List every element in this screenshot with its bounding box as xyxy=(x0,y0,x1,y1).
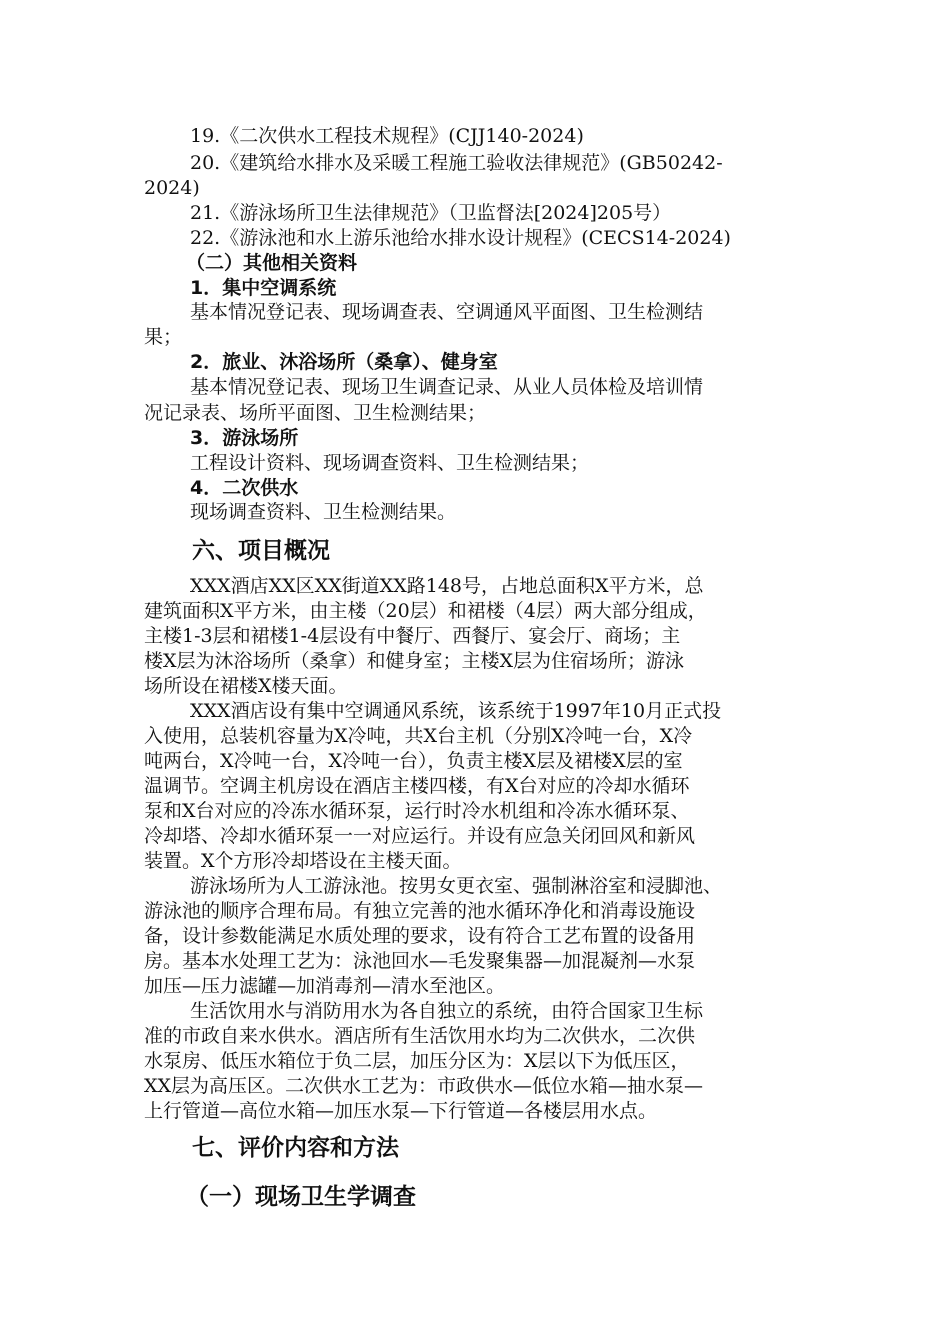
paragraph-line: XX层为高压区。二次供水工艺为：市政供水—低位水箱—抽水泵— xyxy=(144,1075,704,1097)
paragraph-line: 工程设计资料、现场调查资料、卫生检测结果； xyxy=(190,452,590,474)
paragraph-line: 备，设计参数能满足水质处理的要求，设有符合工艺布置的设备用 xyxy=(144,925,696,947)
paragraph-line: XXX酒店XX区XX街道XX路148号，占地总面积X平方米，总 xyxy=(190,575,704,597)
section-heading-project-overview: 六、项目概况 xyxy=(192,538,330,564)
section-heading-other-materials: （二）其他相关资料 xyxy=(186,252,358,274)
paragraph-line: 冷却塔、冷却水循环泵一一对应运行。并设有应急关闭回风和新风 xyxy=(144,825,696,847)
paragraph-line: 主楼1-3层和裙楼1-4层设有中餐厅、西餐厅、宴会厅、商场；主 xyxy=(144,625,681,647)
paragraph-line: 果； xyxy=(144,326,183,348)
paragraph-line: 加压—压力滤罐—加消毒剂—清水至池区。 xyxy=(144,975,506,997)
section-heading-evaluation: 七、评价内容和方法 xyxy=(192,1135,399,1161)
reference-item: 22.《游泳池和水上游乐池给水排水设计规程》(CECS14-2024) xyxy=(190,227,731,249)
paragraph-line: 温调节。空调主机房设在酒店主楼四楼，有X台对应的冷却水循环 xyxy=(144,775,690,797)
paragraph-line: 游泳场所为人工游泳池。按男女更衣室、强制淋浴室和浸脚池、 xyxy=(190,875,723,897)
paragraph-line: 场所设在裙楼X楼天面。 xyxy=(144,675,348,697)
paragraph-line: 基本情况登记表、现场调查表、空调通风平面图、卫生检测结 xyxy=(190,301,704,323)
paragraph-line: 楼X层为沐浴场所（桑拿）和健身室；主楼X层为住宿场所；游泳 xyxy=(144,650,685,672)
paragraph-line: 基本情况登记表、现场卫生调查记录、从业人员体检及培训情 xyxy=(190,376,704,398)
paragraph-line: 况记录表、场所平面图、卫生检测结果； xyxy=(144,402,487,424)
subheading-central-ac: 1．集中空调系统 xyxy=(190,277,337,299)
subsection-heading-site-survey: （一）现场卫生学调查 xyxy=(186,1184,416,1210)
paragraph-line: 房。基本水处理工艺为：泳池回水—毛发聚集器—加混凝剂—水泵 xyxy=(144,950,696,972)
paragraph-line: 上行管道—高位水箱—加压水泵—下行管道—各楼层用水点。 xyxy=(144,1100,658,1122)
paragraph-line: 现场调查资料、卫生检测结果。 xyxy=(190,501,457,523)
paragraph-line: 建筑面积X平方米，由主楼（20层）和裙楼（4层）两大部分组成， xyxy=(144,600,707,622)
paragraph-line: 装置。X个方形冷却塔设在主楼天面。 xyxy=(144,850,462,872)
paragraph-line: 入使用，总装机容量为X冷吨，共X台主机（分别X冷吨一台，X冷 xyxy=(144,725,693,747)
paragraph-line: 水泵房、低压水箱位于负二层，加压分区为：X层以下为低压区， xyxy=(144,1050,690,1072)
reference-item: 21.《游泳场所卫生法律规范》（卫监督法[2024]205号） xyxy=(190,202,672,224)
paragraph-line: 生活饮用水与消防用水为各自独立的系统，由符合国家卫生标 xyxy=(190,1000,704,1022)
paragraph-line: 游泳池的顺序合理布局。有独立完善的池水循环净化和消毒设施设 xyxy=(144,900,696,922)
subheading-secondary-water: 4．二次供水 xyxy=(190,477,299,499)
reference-item: 20.《建筑给水排水及采暖工程施工验收法律规范》(GB50242- xyxy=(190,152,723,174)
subheading-hotel-sauna-gym: 2．旅业、沐浴场所（桑拿）、健身室 xyxy=(190,351,498,373)
paragraph-line: 吨两台，X冷吨一台，X冷吨一台），负责主楼X层及裙楼X层的室 xyxy=(144,750,683,772)
subheading-swimming: 3．游泳场所 xyxy=(190,427,299,449)
reference-item-continuation: 2024) xyxy=(144,177,200,199)
reference-item: 19.《二次供水工程技术规程》(CJJ140-2024) xyxy=(190,125,584,147)
paragraph-line: XXX酒店设有集中空调通风系统，该系统于1997年10月正式投 xyxy=(190,700,722,722)
paragraph-line: 准的市政自来水供水。酒店所有生活饮用水均为二次供水，二次供 xyxy=(144,1025,696,1047)
paragraph-line: 泵和X台对应的冷冻水循环泵，运行时冷水机组和冷冻水循环泵、 xyxy=(144,800,690,822)
